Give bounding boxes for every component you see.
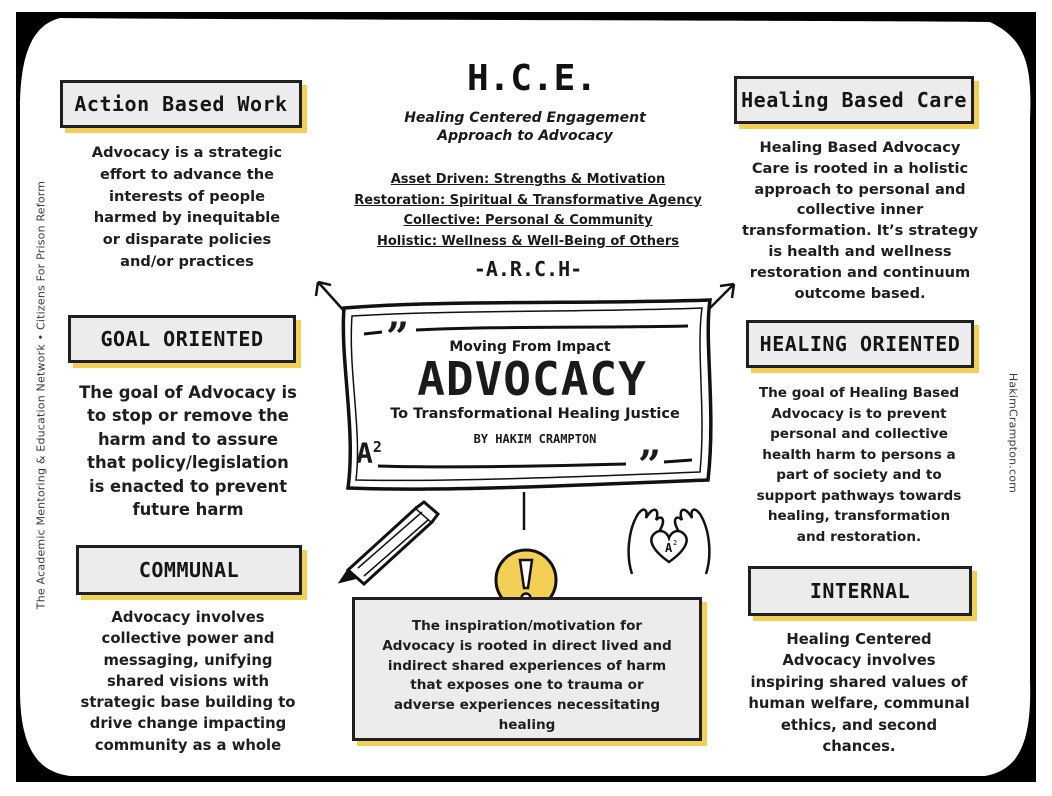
- motivation-line-6: healing: [498, 716, 556, 733]
- hce-subtitle-line1: Healing Centered Engagement: [404, 110, 646, 126]
- healing-oriented-label: HEALING ORIENTED: [746, 320, 974, 368]
- care-line-3: approach to personal and: [754, 180, 966, 198]
- action-line-1: Advocacy is a strategic: [91, 144, 283, 161]
- action-line-2: effort to advance the: [99, 165, 275, 183]
- healing-line-8: and restoration.: [796, 528, 922, 545]
- banner-byline: BY HAKIM CRAMPTON: [473, 432, 597, 446]
- care-line-7: restoration and continuum: [749, 263, 971, 281]
- motivation-line-3: indirect shared experiences of harm: [387, 657, 667, 674]
- healing-oriented-text: [734, 383, 984, 547]
- pillar-collective: Collective: Personal & Community: [403, 213, 653, 228]
- healing-line-1: The goal of Healing Based: [758, 385, 960, 401]
- goal-line-2: to stop or remove the: [87, 406, 289, 426]
- pillar-holistic: Holistic: Wellness & Well-Being of Others: [377, 233, 679, 249]
- pencil-icon: [336, 498, 440, 588]
- banner-title: ADVOCACY: [417, 352, 647, 406]
- arrow-left-icon: [318, 282, 345, 312]
- close-quote-mark: ”: [638, 442, 662, 489]
- healing-line-5: part of society and to: [776, 467, 942, 483]
- healing-line-2: Advocacy is to prevent: [771, 405, 947, 422]
- internal-line-5: ethics, and second: [780, 716, 938, 734]
- arch-pillars-list: [350, 170, 706, 252]
- communal-line-7: community as a whole: [94, 736, 282, 754]
- internal-line-1: Healing Centered: [786, 631, 932, 648]
- internal-line-4: human welfare, communal: [748, 695, 970, 713]
- pillar-restoration: Restoration: Spiritual & Transformative Agency: [354, 192, 702, 208]
- goal-line-3: harm and to assure: [97, 429, 278, 449]
- internal-line-2: Advocacy involves: [782, 652, 936, 670]
- banner-subtitle: To Transformational Healing Justice: [390, 406, 680, 422]
- action-line-3: interests of people: [109, 187, 265, 205]
- internal-label: INTERNAL: [748, 566, 972, 616]
- internal-line-3: inspiring shared values of: [750, 673, 968, 691]
- motivation-text: [358, 617, 696, 736]
- communal-line-3: messaging, unifying: [103, 651, 273, 669]
- open-quote-mark: ”: [386, 314, 410, 361]
- healing-line-7: healing, transformation: [767, 508, 951, 524]
- logo-letter: A: [356, 436, 373, 470]
- care-line-5: transformation. It’s strategy: [741, 222, 978, 240]
- left-side-credit: The Academic Mentoring & Education Network • Citizens For Prison Reform: [34, 180, 48, 610]
- communal-label: COMMUNAL: [76, 545, 302, 595]
- svg-text:A: A: [665, 541, 673, 555]
- motivation-line-5: adverse experiences necessitating: [393, 697, 661, 714]
- healing-line-4: health harm to persons a: [762, 446, 956, 463]
- right-side-website: HakimCrampton.com: [1006, 372, 1020, 494]
- communal-line-4: shared visions with: [106, 672, 269, 690]
- hce-acronym: H.C.E.: [466, 58, 598, 99]
- goal-oriented-text: [60, 381, 316, 521]
- care-line-6: is health and wellness: [768, 242, 952, 260]
- goal-line-6: future harm: [132, 500, 244, 520]
- action-line-4: harmed by inequitable: [93, 209, 281, 227]
- care-line-2: Care is rooted in a holistic: [751, 159, 969, 177]
- goal-line-1: The goal of Advocacy is: [79, 383, 297, 402]
- communal-line-6: drive change impacting: [89, 715, 287, 733]
- care-line-8: outcome based.: [794, 284, 926, 302]
- communal-line-1: Advocacy involves: [111, 609, 265, 626]
- goal-line-4: that policy/legislation: [87, 453, 289, 473]
- hands-heart-icon: [624, 500, 714, 584]
- care-line-1: Healing Based Advocacy: [759, 139, 961, 156]
- hce-subtitle-line2: Approach to Advocacy: [437, 128, 613, 144]
- motivation-line-2: Advocacy is rooted in direct lived and: [382, 637, 672, 654]
- action-line-5: or disparate policies: [102, 231, 272, 249]
- action-based-work-text: [62, 142, 312, 273]
- a-squared-logo: [356, 432, 382, 468]
- motivation-line-4: that exposes one to trauma or: [410, 677, 644, 694]
- banner-kicker: Moving From Impact: [449, 339, 611, 355]
- logo-superscript: 2: [372, 438, 382, 456]
- communal-line-5: strategic base building to: [80, 694, 296, 712]
- goal-oriented-label: GOAL ORIENTED: [68, 315, 296, 363]
- healing-line-6: support pathways towards: [756, 487, 962, 504]
- pillar-asset: Asset Driven: Strengths & Motivation: [390, 172, 666, 187]
- motivation-line-1: The inspiration/motivation for: [411, 618, 643, 634]
- communal-line-2: collective power and: [101, 630, 275, 648]
- care-line-4: collective inner: [796, 201, 924, 219]
- internal-text: [732, 629, 986, 757]
- healing-based-care-text: [726, 138, 994, 304]
- arch-acronym: -A.R.C.H-: [473, 257, 583, 281]
- healing-line-3: personal and collective: [770, 426, 948, 442]
- action-line-6: and/or practices: [120, 252, 254, 270]
- action-based-work-label: Action Based Work: [60, 80, 302, 128]
- healing-based-care-label: Healing Based Care: [734, 76, 974, 124]
- communal-text: [62, 607, 314, 756]
- internal-line-6: chances.: [822, 738, 896, 756]
- svg-text:2: 2: [673, 539, 678, 547]
- goal-line-5: is enacted to prevent: [88, 476, 288, 496]
